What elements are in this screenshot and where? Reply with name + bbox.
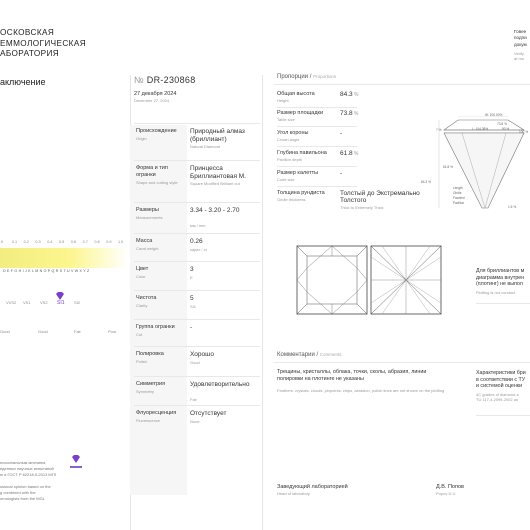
field-label-en: Polish <box>136 359 147 364</box>
comments-text-en: Feathers, crystals, clouds, pinpoints, chips, abrasion, polish lines are not shown on the plotting <box>277 388 445 393</box>
disclaimer-line: еденных научных испытаний <box>0 466 54 471</box>
plot-pavilion-view <box>370 245 442 315</box>
field-label: Форма и тип огранки <box>136 165 168 178</box>
proportion-value: - <box>340 170 343 177</box>
field-value-en: карат / ct <box>190 247 207 252</box>
field-value-en: Good <box>190 360 200 365</box>
field-label-en: Clarity <box>136 303 148 308</box>
cut-label: Good <box>0 329 10 334</box>
proportion-value: 61.8 <box>340 150 353 157</box>
comments-right-line-2: в соответствии с ТУ <box>476 376 526 383</box>
diagram-label: Girdle <box>453 191 462 195</box>
cut-label: Fair <box>74 329 81 334</box>
field-value-en: SI1 <box>190 304 197 309</box>
field-label: Масса <box>136 238 153 244</box>
cut-label: Poor <box>108 329 117 334</box>
disclaimer-line: ю и ГОСТ Р 62218.0-2013 МГЛ <box>0 472 57 477</box>
field-label: Происхождение <box>136 128 177 134</box>
comments-right-line-1: Характеристики бри <box>476 370 526 376</box>
report-number <box>134 75 196 85</box>
proportion-label: Размер калетты <box>277 170 319 176</box>
disclaimer-line: ессиональным мнением, <box>0 460 47 465</box>
field-value: 3 <box>190 266 194 273</box>
plotting-note-line-1: Для бриллиантов м <box>476 268 525 274</box>
clarity-grade: VS2 <box>40 300 48 305</box>
scale-tick: 0.1 <box>11 240 18 244</box>
diagram-label: 73.8 % <box>497 122 507 126</box>
diagram-label: 7 % <box>436 128 442 132</box>
field-label-en: Shape and cutting style <box>136 180 178 185</box>
field-label: Размеры <box>136 207 159 213</box>
clarity-grade: SI1 <box>57 300 65 306</box>
head-of-lab-ru: Заведующий лабораторией <box>277 484 348 490</box>
logo-mark-icon <box>71 454 81 464</box>
field-value: - <box>190 324 193 331</box>
color-gradient-bar <box>0 248 128 268</box>
plotting-note-rule <box>476 303 530 304</box>
field-rule <box>134 202 260 203</box>
proportion-value: - <box>340 130 343 137</box>
scale-tick: .0 <box>0 240 4 244</box>
comments-title <box>277 352 342 358</box>
proportion-label-en: Table size <box>277 117 295 122</box>
disclaimer-text <box>0 460 56 502</box>
field-value: Принцесса Бриллиантовая М. <box>190 165 246 180</box>
comments-right-en-1: 4C grades of diamond a <box>476 391 519 397</box>
report-date-en: December 27, 2024 <box>134 98 170 103</box>
cut-label: Good <box>38 329 48 334</box>
diagram-label: Faceted <box>453 196 465 200</box>
field-rule <box>134 346 260 347</box>
verification-line-2: подпи <box>514 35 527 41</box>
proportions-title-en: Proportions <box>313 74 337 79</box>
field-rule <box>134 160 260 161</box>
comments-text-ru: Трещины, кристаллы, облака, точки, сколы, абразия, линии полировки на плотинге не указаны <box>277 369 427 382</box>
proportion-label-en: Culet size <box>277 177 295 182</box>
diamond-marker-icon <box>56 292 64 300</box>
field-value: 5 <box>190 295 194 302</box>
plotting-note-line-3: (плотинг) не выпол <box>476 281 523 287</box>
field-rule <box>134 405 260 406</box>
verification-line-3: докум <box>514 41 527 47</box>
proportion-rule <box>277 166 357 167</box>
field-value-en: Natural Diamond <box>190 144 221 149</box>
brand <box>0 28 86 60</box>
field-value: Природный алмаз (бриллиант) <box>190 128 245 143</box>
proportions-title-ru: Пропорции / <box>277 74 312 80</box>
field-value-en: Square Modified Brilliant cut <box>190 181 240 186</box>
proportion-rule <box>277 146 357 147</box>
field-rule <box>134 376 260 377</box>
proportion-label-en: Height <box>277 98 289 103</box>
comments-right <box>476 370 526 403</box>
diagram-label: 90 % <box>502 127 510 131</box>
proportion-label-en: Crown angle <box>277 137 300 142</box>
clarity-grade: VS1 <box>23 300 31 305</box>
field-value: Отсутствует <box>190 410 227 417</box>
scale-tick: 0.9 <box>106 240 112 244</box>
comments-rule <box>274 362 530 363</box>
comments-title-ru: Комментарии / <box>277 352 319 358</box>
field-label-en: Cut <box>136 332 143 337</box>
field-rule <box>134 233 260 234</box>
proportion-label-en: Girdle thickness <box>277 197 306 202</box>
head-of-lab-en: Head of laboratory <box>277 491 310 496</box>
field-label: Группа огранки <box>136 324 175 330</box>
field-rule <box>134 319 260 320</box>
field-label-en: Color <box>136 274 146 279</box>
field-value-en: Fair <box>190 397 197 402</box>
field-value-en: None <box>190 419 200 424</box>
field-label: Флуоресценция <box>136 410 177 416</box>
field-rule <box>134 123 260 124</box>
report-number-prefix: № <box>134 75 144 85</box>
logo-underline <box>70 466 82 468</box>
scale-tick: 0.7 <box>82 240 88 244</box>
proportion-rule <box>277 126 357 127</box>
report-date-ru: 27 декабря 2024 <box>134 91 177 97</box>
verification-line-1: Говее <box>514 29 527 34</box>
scale-tick: 0.2 <box>23 240 29 244</box>
field-rule <box>134 290 260 291</box>
field-label: Полировка <box>136 351 164 357</box>
field-value: 0.26 <box>190 238 203 245</box>
comments-right-en-2: TU 117-4.2099-2002 an <box>476 397 519 402</box>
field-label-en: Measurements <box>136 215 163 220</box>
field-label: Цвет <box>136 266 149 272</box>
verification-en-2: at mo <box>514 56 525 62</box>
scale-tick: 0.5 <box>59 240 65 244</box>
proportion-value: 84.3 <box>340 91 353 98</box>
proportion-rule <box>277 107 357 108</box>
proportion-label: Угол короны <box>277 130 309 136</box>
field-rule <box>134 261 260 262</box>
disclaimer-line: ssional opinion based on the <box>0 484 51 489</box>
head-name-ru: Д.В. Попов <box>436 484 464 490</box>
proportion-label: Толщина рундиста <box>277 190 325 196</box>
head-name-en: Popov D.V. <box>436 491 456 496</box>
report-number-value: DR-230868 <box>146 75 196 85</box>
proportion-unit: % <box>354 151 359 157</box>
field-label-en: Fluorescence <box>136 418 161 423</box>
scale-tick: 0.8 <box>94 240 100 244</box>
proportion-label: Размер площадки <box>277 110 324 116</box>
proportions-title <box>277 74 336 80</box>
diagram-label: Pavilion <box>453 201 465 205</box>
disclaimer-line: ornologists from the MGL <box>0 496 45 501</box>
field-label-en: Origin <box>136 136 147 141</box>
field-value-en: мм / mm <box>190 223 206 228</box>
field-label-en: Carat weight <box>136 246 159 251</box>
clarity-grade: SI2 <box>74 300 81 305</box>
field-label: Симметрия <box>136 381 166 387</box>
plotting-note <box>476 268 524 295</box>
plotting-note-line-2: диаграмма внутрен <box>476 274 525 281</box>
clarity-grade: VVS2 <box>6 300 17 305</box>
brand-line-3: АБОРАТОРИЯ <box>0 49 60 58</box>
proportion-label-en: Pavilion depth <box>277 157 303 162</box>
conclusion-title: аключение <box>0 77 46 87</box>
disclaimer-line: g combined with the <box>0 490 36 495</box>
proportion-value-en: Thick to Extremely Thick <box>340 205 384 210</box>
plot-crown-view <box>296 245 368 315</box>
field-value-en: E <box>190 275 193 280</box>
comments-right-line-3: и системой оценки <box>476 383 523 389</box>
diagram-label: W: 100.00% <box>485 113 503 117</box>
verification-en-1: Verify <box>514 50 525 56</box>
proportions-rule <box>274 84 530 85</box>
diagram-label: 84.3 % <box>421 180 431 184</box>
field-label: Чистота <box>136 295 157 301</box>
diagram-label: 100 % <box>519 130 529 134</box>
field-value: Хорошо <box>190 351 214 358</box>
scale-tick: 1.0 <box>118 240 124 244</box>
proportion-label: Общая высота <box>277 91 315 97</box>
brand-line-1: ОСКОВСКАЯ <box>0 28 55 37</box>
scale-tick: 0.6 <box>70 240 77 244</box>
brand-line-2: ЕММОЛОГИЧЕСКАЯ <box>0 38 87 48</box>
proportion-unit: % <box>354 92 359 98</box>
comments-right-rule <box>476 415 530 416</box>
comments-title-en: Comments <box>319 352 342 357</box>
proportion-unit: % <box>354 111 359 117</box>
field-value: 3.34 - 3.20 - 2.70 <box>190 207 240 214</box>
scale-tick: 0.3 <box>35 240 41 244</box>
field-value: Удовлетворительно <box>190 381 250 388</box>
diagram-label: 61.8 % <box>443 165 453 169</box>
diagram-label: 1.5 % <box>508 205 517 209</box>
proportion-label: Глубина павильона <box>277 150 327 156</box>
scale-tick: 0.4 <box>47 240 53 244</box>
divider-middle <box>262 75 263 530</box>
proportion-value: Толстый до Экстремально Толстого <box>340 190 420 204</box>
diagram-label: Length <box>453 186 463 190</box>
color-letters: D E F G H I J K L M N O P Q R S T U V W X Y Z <box>3 269 90 273</box>
proportion-value: 73.8 <box>340 110 353 117</box>
plotting-note-en: Plotting is not conduct <box>476 289 516 295</box>
field-label-en: Symmetry <box>136 389 154 394</box>
proportion-rule <box>277 186 357 187</box>
verification-note <box>514 29 527 62</box>
diagram-label: L: 104.38% <box>472 127 489 131</box>
